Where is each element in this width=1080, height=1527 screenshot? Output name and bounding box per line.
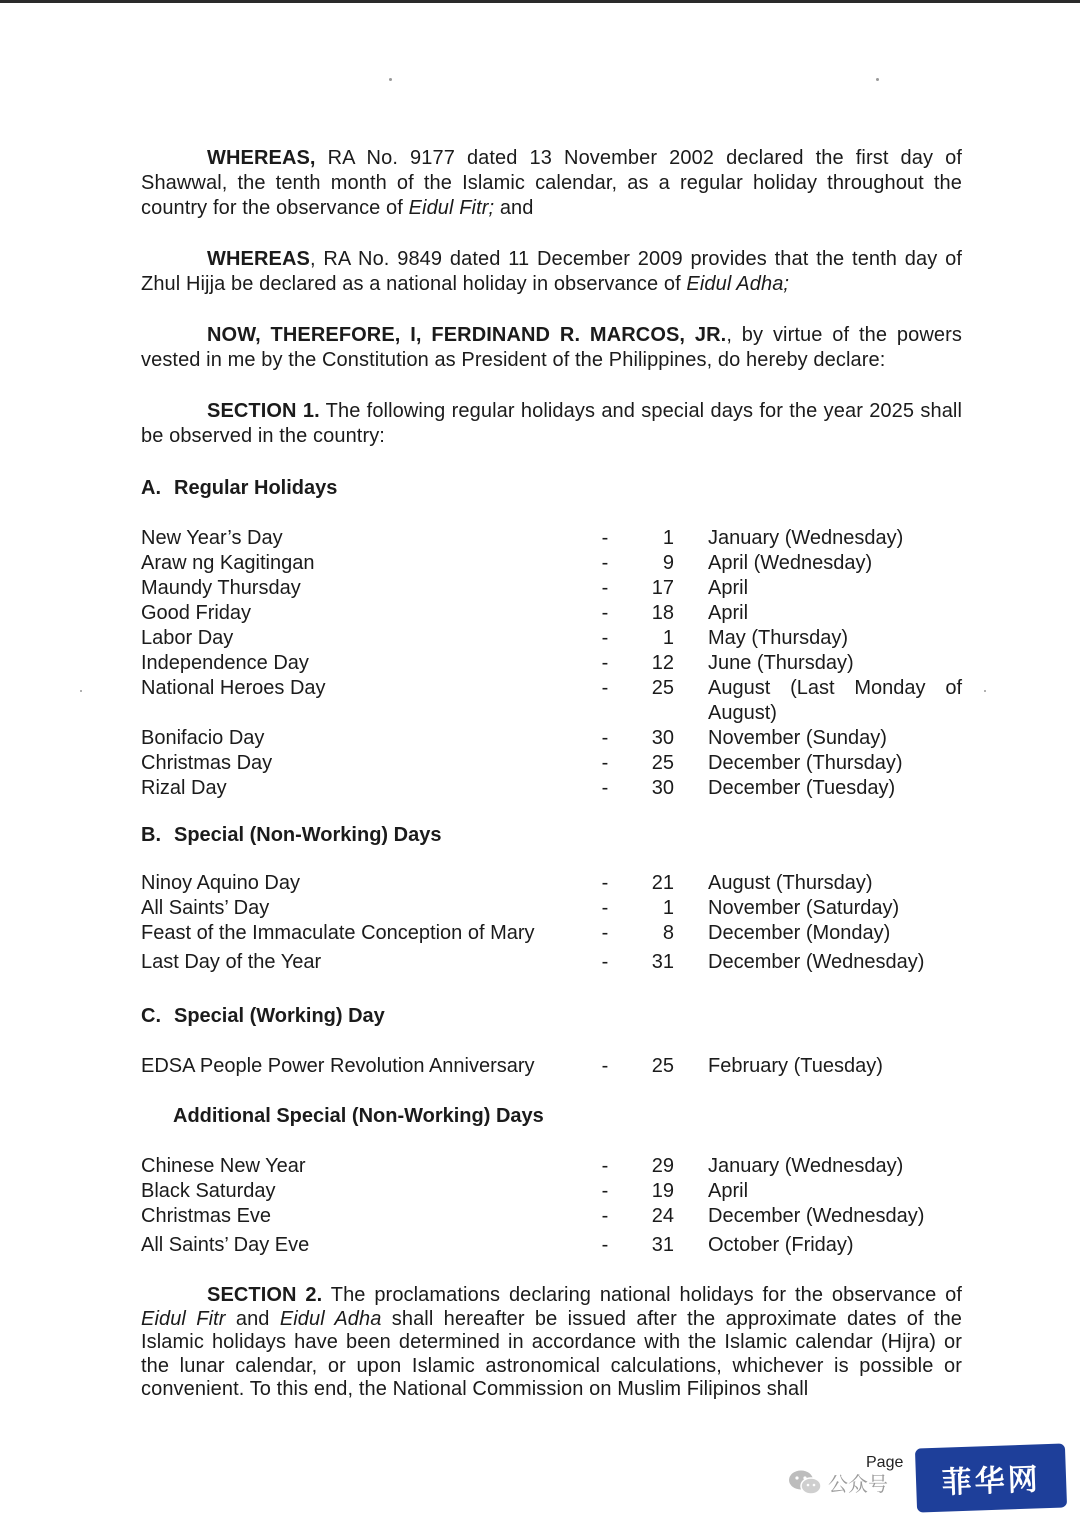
list-item: All Saints’ Day - 1 November (Saturday) (141, 897, 900, 919)
list-item: Araw ng Kagitingan - 9 April (Wednesday) (141, 552, 873, 574)
heading-special-working-day: C. Special (Working) Day (141, 1005, 385, 1027)
list-item: Christmas Eve - 24 December (Wednesday) (141, 1205, 925, 1227)
whereas-paragraph-1: WHEREAS, RA No. 9177 dated 13 November 2002 declared the first day of Shawwal, the tenth month of the Islamic calendar, as a regular holiday throughout the country for the observance of Eidul Fitr; and (141, 147, 962, 219)
heading-special-non-working-days: B. Special (Non-Working) Days (141, 824, 442, 846)
list-item: Rizal Day - 30 December (Tuesday) (141, 777, 896, 799)
brand-watermark-logo: 菲华网 (915, 1443, 1067, 1512)
wechat-icon (788, 1469, 822, 1497)
list-item: Good Friday - 18 April (141, 602, 749, 624)
scan-speck (984, 690, 986, 692)
list-item: New Year’s Day - 1 January (Wednesday) (141, 527, 904, 549)
list-item: Maundy Thursday - 17 April (141, 577, 749, 599)
regular-holidays-list (141, 526, 962, 801)
list-item: EDSA People Power Revolution Anniversary - 25 February (Tuesday) (141, 1055, 883, 1077)
heading-additional-special-days: Additional Special (Non-Working) Days (173, 1105, 544, 1127)
top-border-line (0, 0, 1080, 3)
special-working-list (141, 1054, 962, 1079)
scan-speck (876, 78, 879, 81)
list-item: Chinese New Year - 29 January (Wednesday) (141, 1155, 904, 1177)
heading-regular-holidays: A. Regular Holidays (141, 477, 338, 499)
additional-special-list (141, 1154, 962, 1258)
list-item: National Heroes Day - 25 August (Last Monday of August) (141, 677, 962, 724)
special-non-working-list (141, 871, 962, 975)
list-item: Independence Day - 12 June (Thursday) (141, 652, 854, 674)
scan-speck (80, 690, 82, 692)
page-number-label: Page (866, 1454, 904, 1471)
list-item: Last Day of the Year - 31 December (Wednesday) (141, 951, 925, 973)
section-1-paragraph: SECTION 1. The following regular holidays and special days for the year 2025 shall be observed in the country: (141, 400, 963, 447)
list-item: Black Saturday - 19 April (141, 1180, 749, 1202)
list-item: Labor Day - 1 May (Thursday) (141, 627, 849, 649)
wechat-watermark (788, 1468, 888, 1497)
section-2-paragraph: SECTION 2. The proclamations declaring national holidays for the observance of Eidul Fitr and Eidul Adha shall hereafter be issued after the approximate dates of the Islamic holidays have been determined in accordance with the Islamic calendar (Hijra) or the lunar calendar, or upon Islamic astronomical calculations, whichever is possible or convenient. To this end, the National Commission on Muslim Filipinos shall (141, 1284, 963, 1400)
now-therefore-paragraph: NOW, THEREFORE, I, FERDINAND R. MARCOS, JR., by virtue of the powers vested in me by the Constitution as President of the Philippines, do hereby declare: (141, 324, 962, 371)
list-item: Bonifacio Day - 30 November (Sunday) (141, 727, 887, 749)
whereas-paragraph-2: WHEREAS, RA No. 9849 dated 11 December 2009 provides that the tenth day of Zhul Hijja be declared as a national holiday in observance of Eidul Adha; (141, 248, 962, 295)
scan-speck (389, 78, 392, 81)
list-item: Ninoy Aquino Day - 21 August (Thursday) (141, 872, 873, 894)
document-body (141, 146, 962, 1402)
list-item: Feast of the Immaculate Conception of Mary - 8 December (Monday) (141, 922, 891, 944)
list-item: Christmas Day - 25 December (Thursday) (141, 752, 903, 774)
wechat-label: 公众号 (828, 1474, 888, 1496)
list-item: All Saints’ Day Eve - 31 October (Friday) (141, 1234, 854, 1256)
